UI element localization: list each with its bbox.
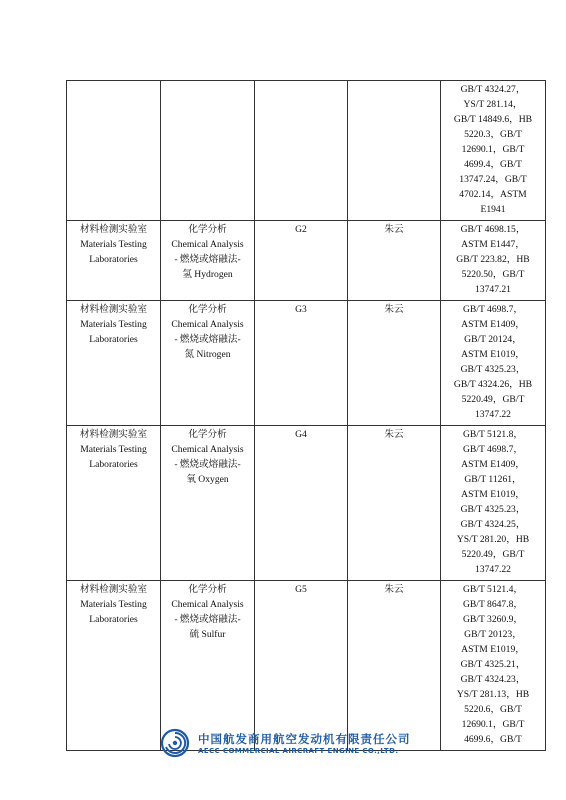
test-item-cell-line: 氧 Oxygen [186, 474, 229, 485]
standards-cell-line: 4699.6，GB/T [464, 734, 522, 745]
standards-cell-line: ASTM E1447， [461, 239, 525, 250]
standards-cell-line: 13747.22 [475, 564, 511, 575]
signatory-cell: 朱云 [348, 581, 441, 751]
standards-cell [441, 581, 546, 751]
company-name-en: AECC COMMERCIAL AIRCRAFT ENGINE CO.,LTD. [198, 747, 399, 755]
standards-cell-line: GB/T 5121.4， [462, 584, 524, 595]
lab-name-cell [67, 301, 161, 426]
standards-cell-line: GB/T 4324.27， [460, 84, 526, 95]
standards-cell-line: 13747.22 [475, 409, 511, 420]
lab-name-cell-line: Materials Testing [80, 239, 147, 250]
test-item-cell [161, 221, 255, 301]
test-item-cell-line: Chemical Analysis [171, 319, 244, 330]
standards-cell [441, 426, 546, 581]
lab-name-cell-line: 材料检测实验室 [79, 224, 148, 235]
lab-name-cell-line: Laboratories [89, 334, 138, 345]
standards-cell-line: GB/T 4324.25， [460, 519, 526, 530]
company-footer [160, 728, 420, 760]
standards-cell-line: 5220.3，GB/T [464, 129, 522, 140]
table-row [67, 581, 546, 751]
table-row [67, 301, 546, 426]
test-item-cell-line: 化学分析 [188, 584, 227, 595]
test-item-cell-line: Chemical Analysis [171, 239, 244, 250]
lab-name-cell-line: Laboratories [89, 254, 138, 265]
signatory-cell [348, 81, 441, 221]
standards-cell-line: GB/T 20123， [464, 629, 522, 640]
standards-cell-line: 13747.21 [475, 284, 511, 295]
test-item-cell [161, 301, 255, 426]
standards-cell-line: GB/T 4325.23， [460, 364, 526, 375]
lab-name-cell-line: 材料检测实验室 [79, 429, 148, 440]
standards-cell-line: GB/T 14849.6，HB [453, 114, 533, 125]
standards-cell-line: YS/T 281.13，HB [456, 689, 530, 700]
aecc-swirl-logo-icon [160, 728, 190, 758]
standards-cell-line: GB/T 5121.8， [462, 429, 524, 440]
standards-cell-line: 13747.24，GB/T [459, 174, 527, 185]
test-item-cell-line: Chemical Analysis [171, 599, 244, 610]
accreditation-table [66, 80, 546, 751]
standards-cell-line: 12690.1，GB/T [461, 719, 525, 730]
signatory-cell: 朱云 [348, 301, 441, 426]
standards-cell [441, 81, 546, 221]
standards-cell-line: 5220.49，GB/T [461, 394, 525, 405]
test-item-cell-line: - 燃烧或熔融法- [174, 254, 241, 265]
lab-name-cell-line: Laboratories [89, 614, 138, 625]
standards-cell [441, 221, 546, 301]
standards-cell-line: YS/T 281.20，HB [456, 534, 530, 545]
item-code-cell: G3 [255, 301, 348, 426]
company-name-cn: 中国航发商用航空发动机有限责任公司 [198, 732, 411, 746]
test-item-cell-line: 氮 Nitrogen [184, 349, 231, 360]
test-item-cell [161, 81, 255, 221]
standards-cell-line: GB/T 4324.23， [460, 674, 526, 685]
lab-name-cell [67, 81, 161, 221]
standards-cell-line: GB/T 3260.9， [462, 614, 524, 625]
table-body [67, 81, 546, 751]
lab-name-cell-line: Materials Testing [80, 599, 147, 610]
standards-cell-line: GB/T 11261， [464, 474, 522, 485]
lab-name-cell-line: 材料检测实验室 [79, 304, 148, 315]
test-item-cell-line: 化学分析 [188, 304, 227, 315]
standards-cell-line: GB/T 223.82，HB [456, 254, 530, 265]
item-code-cell: G4 [255, 426, 348, 581]
standards-cell-line: ASTM E1409， [461, 319, 525, 330]
test-item-cell [161, 581, 255, 751]
signatory-cell: 朱云 [348, 426, 441, 581]
lab-name-cell-line: Materials Testing [80, 444, 147, 455]
standards-cell-line: E1941 [480, 204, 506, 215]
standards-cell-line: GB/T 4325.23， [460, 504, 526, 515]
lab-name-cell-line: Materials Testing [80, 319, 147, 330]
test-item-cell-line: 氢 Hydrogen [182, 269, 233, 280]
test-item-cell [161, 426, 255, 581]
standards-cell-line: GB/T 8647.8， [462, 599, 524, 610]
lab-name-cell [67, 426, 161, 581]
test-item-cell-line: - 燃烧或熔融法- [174, 614, 241, 625]
standards-cell-line: 5220.6，GB/T [464, 704, 522, 715]
standards-cell-line: 4699.4，GB/T [464, 159, 522, 170]
standards-cell-line: GB/T 20124， [464, 334, 522, 345]
test-item-cell-line: 化学分析 [188, 224, 227, 235]
lab-name-cell [67, 581, 161, 751]
standards-cell-line: ASTM E1019， [461, 644, 525, 655]
standards-cell-line: GB/T 4324.26，HB [453, 379, 533, 390]
standards-cell-line: ASTM E1019， [461, 349, 525, 360]
standards-cell-line: 5220.50，GB/T [461, 269, 525, 280]
test-item-cell-line: Chemical Analysis [171, 444, 244, 455]
standards-cell-line: ASTM E1409， [461, 459, 525, 470]
standards-cell-line: GB/T 4698.7， [462, 304, 524, 315]
lab-name-cell [67, 221, 161, 301]
item-code-cell: G2 [255, 221, 348, 301]
standards-cell-line: 12690.1，GB/T [461, 144, 525, 155]
standards-cell-line: ASTM E1019， [461, 489, 525, 500]
standards-cell-line: GB/T 4325.21， [460, 659, 526, 670]
signatory-cell: 朱云 [348, 221, 441, 301]
standards-cell-line: GB/T 4698.15， [460, 224, 526, 235]
standards-cell-line: 5220.49，GB/T [461, 549, 525, 560]
test-item-cell-line: - 燃烧或熔融法- [174, 334, 241, 345]
test-item-cell-line: - 燃烧或熔融法- [174, 459, 241, 470]
table-row [67, 426, 546, 581]
lab-name-cell-line: 材料检测实验室 [79, 584, 148, 595]
item-code-cell [255, 81, 348, 221]
test-item-cell-line: 硫 Sulfur [189, 629, 226, 640]
table-row [67, 221, 546, 301]
table-row [67, 81, 546, 221]
lab-name-cell-line: Laboratories [89, 459, 138, 470]
standards-cell-line: 4702.14，ASTM [459, 189, 527, 200]
item-code-cell: G5 [255, 581, 348, 751]
standards-cell [441, 301, 546, 426]
test-item-cell-line: 化学分析 [188, 429, 227, 440]
standards-cell-line: YS/T 281.14， [463, 99, 523, 110]
standards-cell-line: GB/T 4698.7， [462, 444, 524, 455]
